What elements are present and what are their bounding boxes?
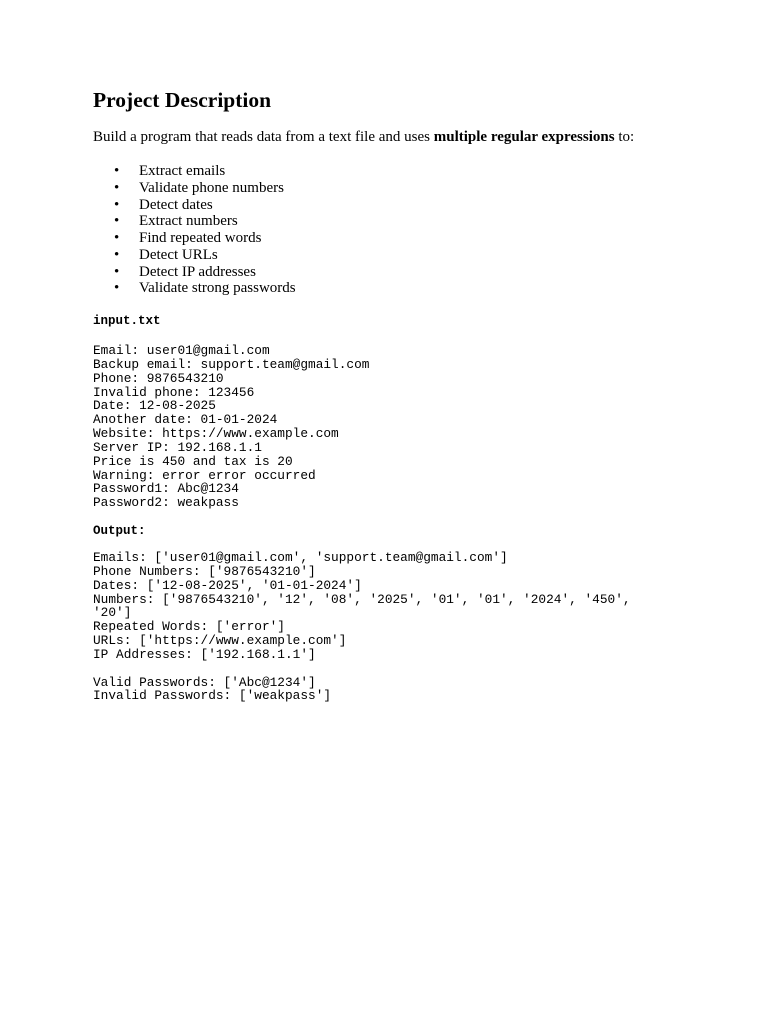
task-list <box>93 163 296 297</box>
list-item <box>93 163 296 180</box>
list-item-text: Extract numbers <box>139 213 238 230</box>
bullet-icon: • <box>114 263 120 280</box>
code-line: Server IP: 192.168.1.1 <box>93 439 262 455</box>
code-line: IP Addresses: ['192.168.1.1'] <box>93 646 316 662</box>
bullet-icon: • <box>114 246 120 263</box>
list-item-text: Detect IP addresses <box>139 263 256 280</box>
code-line: Email: user01@gmail.com <box>93 343 270 358</box>
intro-paragraph <box>93 128 634 147</box>
code-line: Backup email: support.team@gmail.com <box>93 356 370 372</box>
output-code-block <box>93 551 631 703</box>
code-line: '20'] <box>93 605 132 621</box>
list-item-text: Validate phone numbers <box>139 179 284 196</box>
code-line: Password2: weakpass <box>93 495 239 511</box>
intro-text-bold: multiple regular expressions <box>433 129 615 145</box>
input-file-heading: input.txt <box>93 314 161 328</box>
list-item <box>93 180 296 197</box>
bullet-icon: • <box>114 163 120 179</box>
list-item-text: Find repeated words <box>139 230 262 246</box>
code-line: Website: https://www.example.com <box>93 426 339 442</box>
list-item <box>93 230 296 247</box>
bullet-icon: • <box>114 179 120 196</box>
list-item-text: Detect URLs <box>139 246 218 263</box>
code-line: Invalid phone: 123456 <box>93 384 255 400</box>
list-item-text: Validate strong passwords <box>139 280 296 297</box>
list-item <box>93 280 296 297</box>
code-line: Price is 450 and tax is 20 <box>93 453 293 469</box>
code-line: Phone: 9876543210 <box>93 370 224 386</box>
code-line: Password1: Abc@1234 <box>93 481 239 497</box>
code-line: Invalid Passwords: ['weakpass'] <box>93 688 332 704</box>
code-line: Valid Passwords: ['Abc@1234'] <box>93 674 316 690</box>
code-line: Numbers: ['9876543210', '12', '08', '2025', '01', '01', '2024', '450', <box>93 591 631 607</box>
list-item <box>93 247 296 264</box>
code-line: URLs: ['https://www.example.com'] <box>93 633 347 649</box>
bullet-icon: • <box>114 280 120 297</box>
list-item <box>93 213 296 230</box>
list-item-text: Extract emails <box>139 163 226 179</box>
output-heading: Output: <box>93 524 146 538</box>
code-line: Dates: ['12-08-2025', '01-01-2024'] <box>93 577 362 593</box>
intro-text-suffix: to: <box>614 129 635 145</box>
code-line: Warning: error error occurred <box>93 467 316 483</box>
code-line: Date: 12-08-2025 <box>93 398 216 414</box>
intro-text-prefix: Build a program that reads data from a text file and uses <box>93 129 434 145</box>
bullet-icon: • <box>114 196 120 213</box>
list-item-text: Detect dates <box>139 196 213 213</box>
list-item <box>93 264 296 281</box>
code-line: Repeated Words: ['error'] <box>93 619 285 635</box>
code-line: Emails: ['user01@gmail.com', 'support.team@gmail.com'] <box>93 550 508 565</box>
list-item <box>93 197 296 214</box>
page-title: Project Description <box>93 88 272 112</box>
input-code-block <box>93 344 369 510</box>
code-line: Phone Numbers: ['9876543210'] <box>93 563 316 579</box>
bullet-icon: • <box>114 213 120 230</box>
bullet-icon: • <box>114 230 120 246</box>
code-line: Another date: 01-01-2024 <box>93 412 278 428</box>
